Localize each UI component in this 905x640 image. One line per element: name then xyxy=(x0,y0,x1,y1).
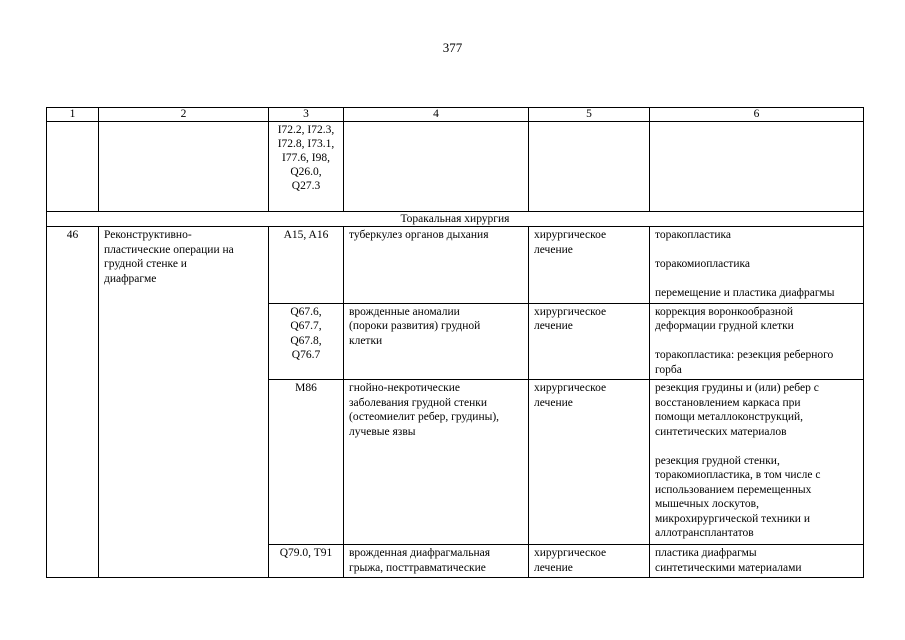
treatment-type: хирургическое лечение xyxy=(529,380,650,545)
page-number: 377 xyxy=(442,40,463,55)
section-row xyxy=(47,212,864,227)
table-cell xyxy=(344,122,529,212)
table-header-row xyxy=(47,108,864,122)
column-header: 3 xyxy=(269,108,344,122)
table-cell xyxy=(529,122,650,212)
disease-model: врожденные аномалии (пороки развития) грудной клетки xyxy=(344,303,529,380)
treatment-method: коррекция воронкообразной деформации грудной клетки торакопластика: резекция реберного горба xyxy=(650,303,864,380)
treatment-method: торакопластика торакомиопластика перемещение и пластика диафрагмы xyxy=(650,227,864,304)
diagnosis-codes: Q79.0, T91 xyxy=(269,545,344,578)
diagnosis-codes: I72.2, I72.3, I72.8, I73.1, I77.6, I98, Q26.0, Q27.3 xyxy=(269,122,344,212)
disease-model: врожденная диафрагмальная грыжа, посттравматические xyxy=(344,545,529,578)
diagnosis-codes: Q67.6, Q67.7, Q67.8, Q76.7 xyxy=(269,303,344,380)
treatment-type: хирургическое лечение xyxy=(529,303,650,380)
disease-model: гнойно-некротические заболевания грудной стенки (остеомиелит ребер, грудины), лучевые язвы xyxy=(344,380,529,545)
entry-number: 46 xyxy=(47,227,99,578)
diagnosis-codes: M86 xyxy=(269,380,344,545)
column-header: 1 xyxy=(47,108,99,122)
treatment-method: резекция грудины и (или) ребер с восстановлением каркаса при помощи металлоконструкций, синтетических материалов резекция грудной стенки, торакомиопластика, в том числе с использованием перемещенных мышечных лоскутов, микрохирургической техники и аллотрансплантатов xyxy=(650,380,864,545)
table-cell xyxy=(99,122,269,212)
column-header: 6 xyxy=(650,108,864,122)
table-row xyxy=(47,122,864,212)
treatment-type: хирургическое лечение xyxy=(529,227,650,304)
section-title: Торакальная хирургия xyxy=(47,212,864,227)
treatment-type: хирургическое лечение xyxy=(529,545,650,578)
column-header: 2 xyxy=(99,108,269,122)
table-row xyxy=(47,227,864,304)
column-header: 4 xyxy=(344,108,529,122)
medical-procedures-table xyxy=(46,107,864,578)
diagnosis-codes: A15, A16 xyxy=(269,227,344,304)
table-cell xyxy=(47,122,99,212)
treatment-method: пластика диафрагмы синтетическими материалами xyxy=(650,545,864,578)
table-cell xyxy=(650,122,864,212)
disease-model: туберкулез органов дыхания xyxy=(344,227,529,304)
column-header: 5 xyxy=(529,108,650,122)
entry-name: Реконструктивно- пластические операции на грудной стенке и диафрагме xyxy=(99,227,269,578)
